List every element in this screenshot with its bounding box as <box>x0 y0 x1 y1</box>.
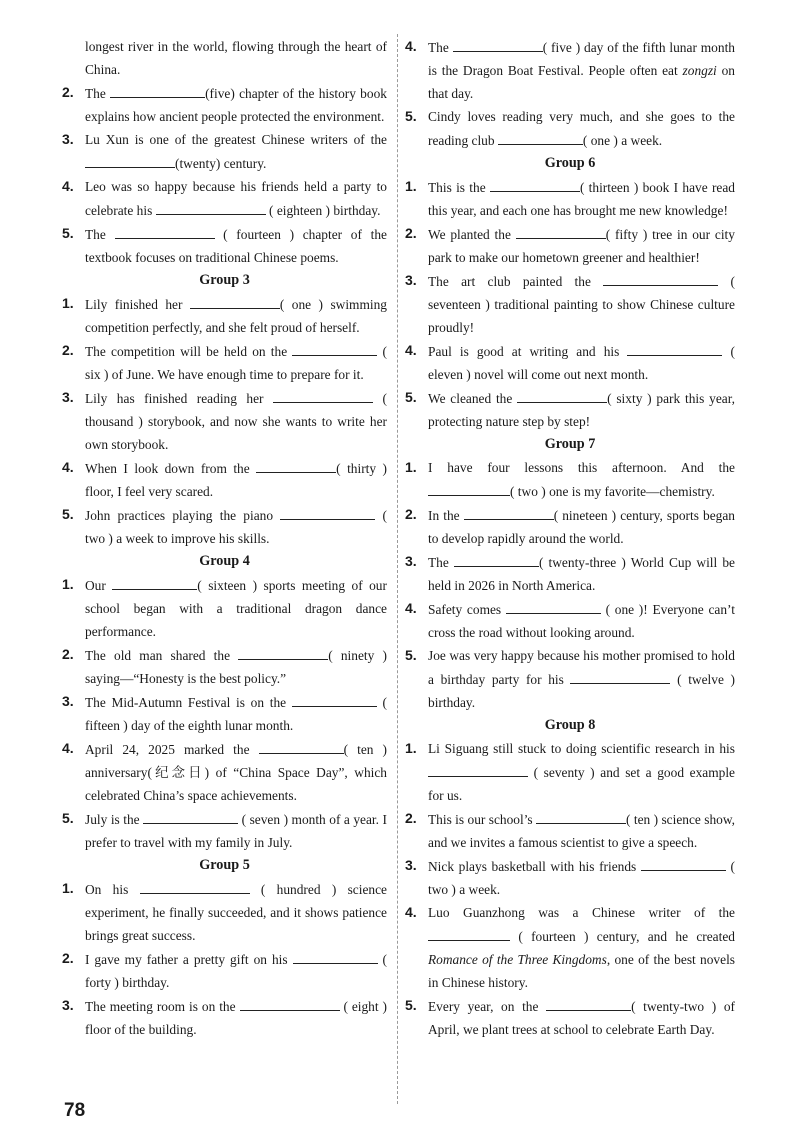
question-g2-2: 2. The (five) chapter of the history book explains how ancient people protected the environment. <box>62 81 387 128</box>
answer-blank[interactable] <box>292 690 377 707</box>
answer-blank[interactable] <box>536 807 626 824</box>
question-g2-4: 4. Leo was so happy because his friends held a party to celebrate his ( eighteen ) birthday. <box>62 178 387 218</box>
question-g7-5: 5. Joe was very happy because his mother promised to hold a birthday party for his ( twelve ) birthday. <box>405 647 735 710</box>
group-heading: Group 6 <box>544 155 596 171</box>
answer-blank[interactable] <box>603 269 718 286</box>
question-g5-5: 5. Cindy loves reading very much, and she goes to the reading club ( one ) a week. <box>405 108 735 148</box>
left-column <box>62 35 387 1041</box>
question-g3-3: 3. Lily has finished reading her ( thousand ) storybook, and now she wants to write her own storybook. <box>62 386 387 456</box>
answer-blank[interactable] <box>190 292 280 309</box>
answer-blank[interactable] <box>464 503 554 520</box>
answer-blank[interactable] <box>140 877 250 894</box>
group-heading: Group 5 <box>199 857 250 873</box>
question-g5-3: 3. The meeting room is on the ( eight ) floor of the building. <box>62 994 387 1041</box>
group-heading: Group 4 <box>199 553 250 569</box>
italic-title: Romance of the Three Kingdoms <box>428 952 607 967</box>
answer-blank[interactable] <box>428 760 528 777</box>
answer-blank[interactable] <box>428 924 510 941</box>
question-g8-3: 3. Nick plays basketball with his friends ( two ) a week. <box>405 854 735 901</box>
group-heading: Group 7 <box>544 436 596 452</box>
italic-term: zongzi <box>682 63 717 78</box>
question-g7-4: 4. Safety comes ( one )! Everyone can’t cross the road without looking around. <box>405 597 735 644</box>
answer-blank[interactable] <box>641 854 726 871</box>
continued-text: longest river in the world, flowing through the heart of China. <box>85 39 387 77</box>
answer-blank[interactable] <box>516 222 606 239</box>
question-g3-4: 4. When I look down from the ( thirty ) floor, I feel very scared. <box>62 456 387 503</box>
right-column <box>405 35 735 1041</box>
answer-blank[interactable] <box>115 222 215 239</box>
answer-blank[interactable] <box>506 597 601 614</box>
answer-blank[interactable] <box>259 737 344 754</box>
group-heading: Group 8 <box>544 717 596 733</box>
question-g6-1: 1. This is the ( thirteen ) book I have read this year, and each one has brought me new knowledge! <box>405 175 735 222</box>
answer-blank[interactable] <box>240 994 340 1011</box>
answer-blank[interactable] <box>143 807 238 824</box>
question-g7-2: 2. In the ( nineteen ) century, sports began to develop rapidly around the world. <box>405 503 735 550</box>
question-g7-3: 3. The ( twenty-three ) World Cup will be held in 2026 in North America. <box>405 550 735 597</box>
answer-blank[interactable] <box>280 503 375 520</box>
question-g6-4: 4. Paul is good at writing and his ( eleven ) novel will come out next month. <box>405 339 735 386</box>
column-divider <box>397 34 398 1104</box>
answer-blank[interactable] <box>156 198 266 215</box>
question-g5-1: 1. On his ( hundred ) science experiment, he finally succeeded, and it shows patience brings great success. <box>62 877 387 947</box>
question-g2-3: 3. Lu Xun is one of the greatest Chinese writers of the (twenty) century. <box>62 131 387 171</box>
answer-blank[interactable] <box>498 128 583 145</box>
question-g2-5: 5. The ( fourteen ) chapter of the textbook focuses on traditional Chinese poems. <box>62 222 387 269</box>
answer-blank[interactable] <box>570 667 670 684</box>
question-g5-4: 4. The ( five ) day of the fifth lunar month is the Dragon Boat Festival. People often eat zongzi on that day. <box>405 35 735 105</box>
answer-blank[interactable] <box>453 35 543 52</box>
page-number: 78 <box>64 1100 86 1121</box>
answer-blank[interactable] <box>490 175 580 192</box>
answer-blank[interactable] <box>454 550 539 567</box>
answer-blank[interactable] <box>238 643 328 660</box>
answer-blank[interactable] <box>292 339 377 356</box>
question-g4-5: 5. July is the ( seven ) month of a year. I prefer to travel with my family in July. <box>62 807 387 854</box>
answer-blank[interactable] <box>627 339 722 356</box>
question-g8-2: 2. This is our school’s ( ten ) science show, and we invites a famous scientist to give a speech. <box>405 807 735 854</box>
question-g4-1: 1. Our ( sixteen ) sports meeting of our school began with a traditional dragon dance performance. <box>62 573 387 643</box>
question-g8-5: 5. Every year, on the ( twenty-two ) of April, we plant trees at school to celebrate Earth Day. <box>405 994 735 1041</box>
question-g3-5: 5. John practices playing the piano ( two ) a week to improve his skills. <box>62 503 387 550</box>
answer-blank[interactable] <box>428 479 510 496</box>
question-g8-4: 4. Luo Guanzhong was a Chinese writer of the ( fourteen ) century, and he created Romance of the Three Kingdoms, one of the best novels in Chinese history. <box>405 904 736 990</box>
question-g3-1: 1. Lily finished her ( one ) swimming competition perfectly, and she felt proud of herself. <box>62 292 387 339</box>
group-heading: Group 3 <box>199 272 250 288</box>
answer-blank[interactable] <box>110 81 205 98</box>
answer-blank[interactable] <box>517 386 607 403</box>
answer-blank[interactable] <box>273 386 373 403</box>
question-g6-5: 5. We cleaned the ( sixty ) park this year, protecting nature step by step! <box>405 386 735 433</box>
answer-blank[interactable] <box>293 947 378 964</box>
question-g3-2: 2. The competition will be held on the ( six ) of June. We have enough time to prepare for it. <box>62 339 387 386</box>
question-g4-4: 4. April 24, 2025 marked the ( ten ) anniversary(纪念日) of “China Space Day”, which celebrated China’s space achievements. <box>62 737 387 807</box>
answer-blank[interactable] <box>85 151 175 168</box>
question-g8-1: 1. Li Siguang still stuck to doing scientific research in his ( seventy ) and set a good example for us. <box>405 740 735 803</box>
answer-blank[interactable] <box>256 456 336 473</box>
question-g6-3: 3. The art club painted the ( seventeen ) traditional painting to show Chinese culture proudly! <box>405 269 735 339</box>
answer-blank[interactable] <box>112 573 197 590</box>
question-g4-2: 2. The old man shared the ( ninety ) saying—“Honesty is the best policy.” <box>62 643 387 690</box>
question-g5-2: 2. I gave my father a pretty gift on his ( forty ) birthday. <box>62 947 387 994</box>
question-g6-2: 2. We planted the ( fifty ) tree in our city park to make our hometown greener and healthier! <box>405 222 735 269</box>
question-g7-1: 1. I have four lessons this afternoon. And the ( two ) one is my favorite—chemistry. <box>405 459 735 499</box>
question-g4-3: 3. The Mid-Autumn Festival is on the ( fifteen ) day of the eighth lunar month. <box>62 690 387 737</box>
answer-blank[interactable] <box>546 994 631 1011</box>
